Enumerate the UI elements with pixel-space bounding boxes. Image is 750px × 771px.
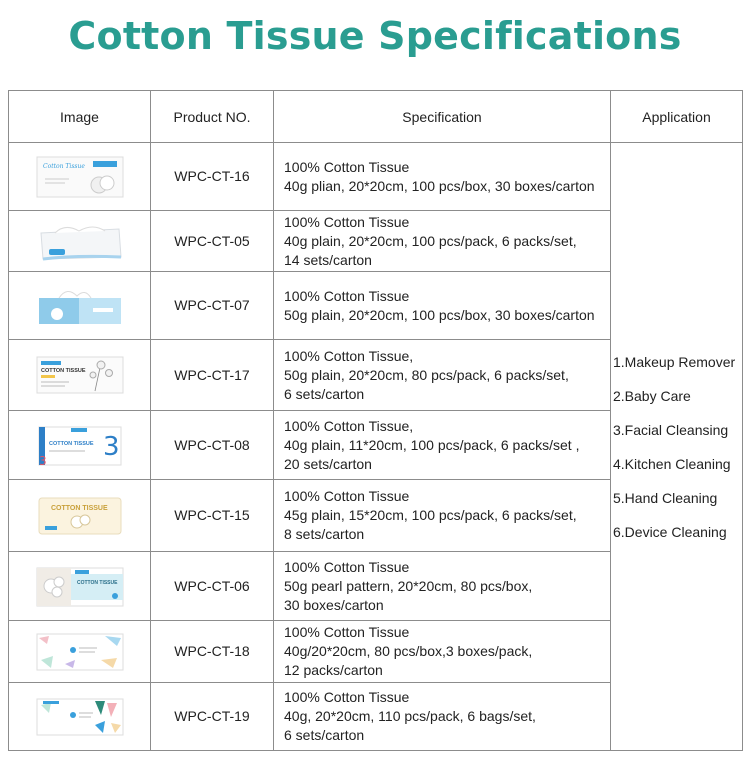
thumb-label: COTTON TISSUE [48,441,94,447]
product-image-cell [9,143,151,211]
spec-line: 100% Cotton Tissue [284,213,410,230]
product-thumbnail [35,630,125,674]
product-image-cell [9,480,151,552]
product-image-cell [9,211,151,272]
product-image-cell [9,552,151,621]
spec-cell [274,211,611,272]
application-item: 4.Kitchen Cleaning [613,455,731,472]
spec-line: 30 boxes/carton [284,596,384,613]
application-item: 5.Hand Cleaning [613,489,718,506]
product-thumbnail [35,564,125,608]
product-no-cell: WPC-CT-17 [151,340,274,411]
spec-cell [274,552,611,621]
spec-line: 100% Cotton Tissue [284,158,410,175]
product-thumbnail [35,494,125,538]
thumb-label: Cotton Tissue [42,162,85,170]
spec-cell [274,340,611,411]
product-image-cell [9,621,151,683]
application-item: 6.Device Cleaning [613,523,727,540]
product-image-cell [9,411,151,480]
spec-line: 100% Cotton Tissue, [284,417,414,434]
spec-cell [274,621,611,683]
product-no-cell: WPC-CT-19 [151,683,274,751]
svg-text:3: 3 [38,454,47,467]
product-no-cell: WPC-CT-16 [151,143,274,211]
spec-cell [274,683,611,751]
spec-line: 40g, 20*20cm, 110 pcs/pack, 6 bags/set, [284,708,536,724]
spec-cell [274,480,611,552]
header-product-no: Product NO. [151,91,274,143]
spec-cell [274,272,611,340]
product-thumbnail [35,423,125,467]
product-image-cell [9,272,151,340]
product-no-cell: WPC-CT-05 [151,211,274,272]
spec-line: 40g plain, 11*20cm, 100 pcs/pack, 6 packs/set , [284,436,580,453]
spec-line: 14 sets/carton [284,251,372,268]
svg-text:3: 3 [102,432,120,462]
spec-line: 100% Cotton Tissue, [284,347,414,364]
spec-cell [274,143,611,211]
product-no-cell: WPC-CT-07 [151,272,274,340]
header-application: Application [611,91,743,143]
spec-line: 6 sets/carton [284,727,365,743]
product-no-cell: WPC-CT-15 [151,480,274,552]
product-thumbnail [35,219,125,263]
header-row [9,91,743,143]
thumb-label: COTTON TISSUE [40,368,86,374]
page-title: Cotton Tissue Specifications [68,14,682,58]
spec-line: 40g plain, 20*20cm, 100 pcs/pack, 6 packs/set, [284,232,577,249]
spec-line: 40g plian, 20*20cm, 100 pcs/box, 30 boxes/carton [284,177,595,194]
product-no-cell: WPC-CT-06 [151,552,274,621]
spec-line: 100% Cotton Tissue [284,488,410,504]
spec-line: 100% Cotton Tissue [284,689,410,705]
product-image-cell [9,683,151,751]
spec-line: 45g plain, 15*20cm, 100 pcs/pack, 6 packs/set, [284,507,577,523]
spec-line: 40g/20*20cm, 80 pcs/box,3 boxes/pack, [284,643,533,659]
spec-line: 20 sets/carton [284,455,372,472]
application-cell [611,143,743,751]
application-item: 2.Baby Care [613,387,691,404]
product-thumbnail [35,695,125,739]
header-image: Image [9,91,151,143]
application-item: 3.Facial Cleansing [613,421,729,438]
spec-line: 50g plain, 20*20cm, 80 pcs/pack, 6 packs/set, [284,366,569,383]
spec-line: 12 packs/carton [284,662,383,678]
spec-line: 100% Cotton Tissue [284,287,410,304]
thumb-label: COTTON TISSUE [50,504,108,512]
spec-cell [274,411,611,480]
spec-line: 50g pearl pattern, 20*20cm, 80 pcs/box, [284,577,533,594]
spec-table [8,90,743,751]
thumb-label: COTTON TISSUE [76,580,117,586]
header-specification: Specification [274,91,611,143]
product-thumbnail [35,155,125,199]
spec-line: 8 sets/carton [284,526,365,542]
application-item: 1.Makeup Remover [613,353,736,370]
spec-line: 100% Cotton Tissue [284,624,410,640]
product-no-cell: WPC-CT-08 [151,411,274,480]
product-no-cell: WPC-CT-18 [151,621,274,683]
product-image-cell [9,340,151,411]
table-row [9,143,743,211]
product-thumbnail [35,284,125,328]
spec-line: 50g plain, 20*20cm, 100 pcs/box, 30 boxes/carton [284,306,595,323]
product-thumbnail [35,353,125,397]
spec-line: 100% Cotton Tissue [284,558,410,575]
spec-line: 6 sets/carton [284,385,365,402]
